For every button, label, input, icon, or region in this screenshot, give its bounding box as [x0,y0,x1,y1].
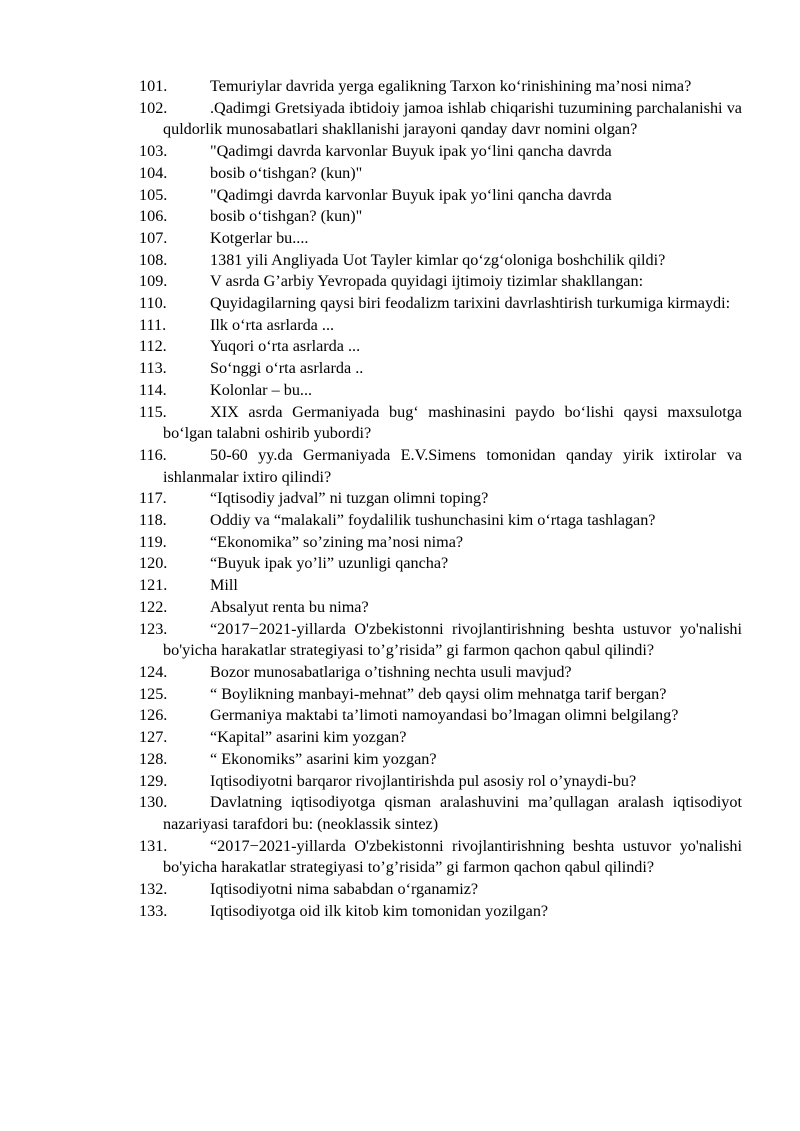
question-number: 106. [139,207,168,226]
question-item [139,792,742,835]
question-number: 108. [139,250,168,269]
question-text: "Qadimgi davrda karvonlar Buyuk ipak yo‘lini qancha davrda [210,185,612,204]
question-number: 110. [139,294,167,313]
question-number: 107. [139,228,168,247]
question-number: 122. [139,597,168,616]
question-text: Iqtisodiyotni nima sababdan o‘rganamiz? [210,880,479,899]
question-number: 112. [139,337,167,356]
question-text: Oddiy va “malakali” foydalilik tushunchasini kim o‘rtaga tashlagan? [210,511,656,530]
question-number: 101. [139,77,168,95]
question-item [139,293,742,315]
question-item [139,141,742,163]
question-text: 1381 yili Angliyada Uot Tayler kimlar qo‘zg‘oloniga boshchilik qildi? [210,250,666,269]
question-item [139,575,742,597]
question-number: 123. [139,619,168,638]
question-item [139,662,742,684]
question-item [139,836,742,879]
question-text: “Iqtisodiy jadval” ni tuzgan olimni toping? [210,489,489,508]
question-number: 102. [139,98,168,117]
question-item [139,488,742,510]
question-number: 105. [139,185,168,204]
question-item [139,76,742,98]
question-item [139,445,742,488]
question-item [139,553,742,575]
question-number: 118. [139,511,167,530]
question-text: “ Ekonomiks” asarini kim yozgan? [210,749,437,768]
question-item [139,402,742,445]
question-item [139,619,742,662]
question-number: 127. [139,728,168,747]
question-number: 111. [139,315,167,334]
question-text: Yuqori o‘rta asrlarda ... [210,337,361,356]
question-text: Kotgerlar bu.... [210,228,309,247]
question-number: 104. [139,163,168,182]
question-number: 103. [139,142,168,161]
question-text: Kolonlar – bu... [210,380,313,399]
question-text: Quyidagilarning qaysi biri feodalizm tarixini davrlashtirish turkumiga kirmaydi: [210,294,731,313]
question-number: 121. [139,576,168,595]
question-text: Mill [210,576,238,595]
question-item [139,185,742,207]
question-item [139,901,742,923]
question-item [139,510,742,532]
question-number: 129. [139,771,168,790]
question-text: Davlatning iqtisodiyotga qisman aralashuvini ma’qullagan aralash iqtisodiyot nazariyasi tarafdori bu: (neoklassik sintez) [163,793,742,833]
question-item [139,380,742,402]
question-item [139,532,742,554]
question-number: 119. [139,532,167,551]
question-text: bosib o‘tishgan? (kun)" [210,163,363,182]
question-text: “2017−2021-yillarda O'zbekistonni rivojlantirishning beshta ustuvor yo'nalishi bo'yicha harakatlar strategiyasi to’g’risida” gi farmon qachon qabul qilindi? [163,836,742,877]
question-item [139,879,742,901]
question-item [139,271,742,293]
question-text: "Qadimgi davrda karvonlar Buyuk ipak yo‘lini qancha davrda [210,142,612,161]
question-text: XIX asrda Germaniyada bug‘ mashinasini paydo bo‘lishi qaysi maxsulotga bo‘lgan talabni oshirib yubordi? [163,402,742,443]
question-text: .Qadimgi Gretsiyada ibtidoiy jamoa ishlab chiqarishi tuzumining parchalanishi va quldorlik munosabatlari shakllanishi jarayoni qanday davr nomini olgan? [163,98,742,139]
question-number: 120. [139,554,168,573]
question-number: 133. [139,901,168,920]
question-number: 113. [139,359,167,378]
question-item [139,705,742,727]
question-item [139,749,742,771]
question-number: 114. [139,380,167,399]
question-item [139,727,742,749]
question-text: 50-60 yy.da Germaniyada E.V.Simens tomonidan qanday yirik ixtirolar va ishlanmalar ixtiro qilindi? [163,445,742,486]
question-text: Iqtisodiyotni barqaror rivojlantirishda pul asosiy rol o’ynaydi-bu? [210,771,637,790]
question-text: So‘nggi o‘rta asrlarda .. [210,359,364,378]
question-text: Bozor munosabatlariga o’tishning nechta usuli mavjud? [210,662,572,681]
question-list [139,76,742,922]
question-item [139,163,742,185]
question-text: Iqtisodiyotga oid ilk kitob kim tomonidan yozilgan? [210,901,549,920]
question-text: “2017−2021-yillarda O'zbekistonni rivojlantirishning beshta ustuvor yo'nalishi bo'yicha harakatlar strategiyasi to’g’risida” gi farmon qachon qabul qilindi? [163,619,742,660]
question-text: “ Boylikning manbayi-mehnat” deb qaysi olim mehnatga tarif bergan? [210,684,667,703]
question-number: 128. [139,749,168,768]
question-item [139,315,742,337]
question-text: bosib o‘tishgan? (kun)" [210,207,363,226]
question-number: 132. [139,880,168,899]
question-item [139,250,742,272]
question-item [139,336,742,358]
question-item [139,206,742,228]
question-number: 126. [139,706,168,725]
question-item [139,228,742,250]
question-number: 131. [139,836,168,855]
question-item [139,358,742,380]
question-number: 130. [139,793,168,812]
question-item [139,771,742,793]
question-text: “Ekonomika” so’zining ma’nosi nima? [210,532,464,551]
question-item [139,98,742,141]
question-item [139,684,742,706]
question-text: “Kapital” asarini kim yozgan? [210,728,407,747]
question-text: Germaniya maktabi ta’limoti namoyandasi bo’lmagan olimni belgilang? [210,706,679,725]
question-text: Ilk o‘rta asrlarda ... [210,315,335,334]
question-number: 109. [139,272,168,291]
question-text: V asrda G’arbiy Yevropada quyidagi ijtimoiy tizimlar shakllangan: [210,272,644,291]
question-text: Temuriylar davrida yerga egalikning Tarxon ko‘rinishining ma’nosi nima? [210,77,692,95]
question-number: 116. [139,445,167,464]
question-text: Absalyut renta bu nima? [210,597,369,616]
question-number: 125. [139,684,168,703]
question-number: 115. [139,402,167,421]
question-text: “Buyuk ipak yo’li” uzunligi qancha? [210,554,449,573]
question-number: 117. [139,489,167,508]
question-number: 124. [139,662,168,681]
question-item [139,597,742,619]
